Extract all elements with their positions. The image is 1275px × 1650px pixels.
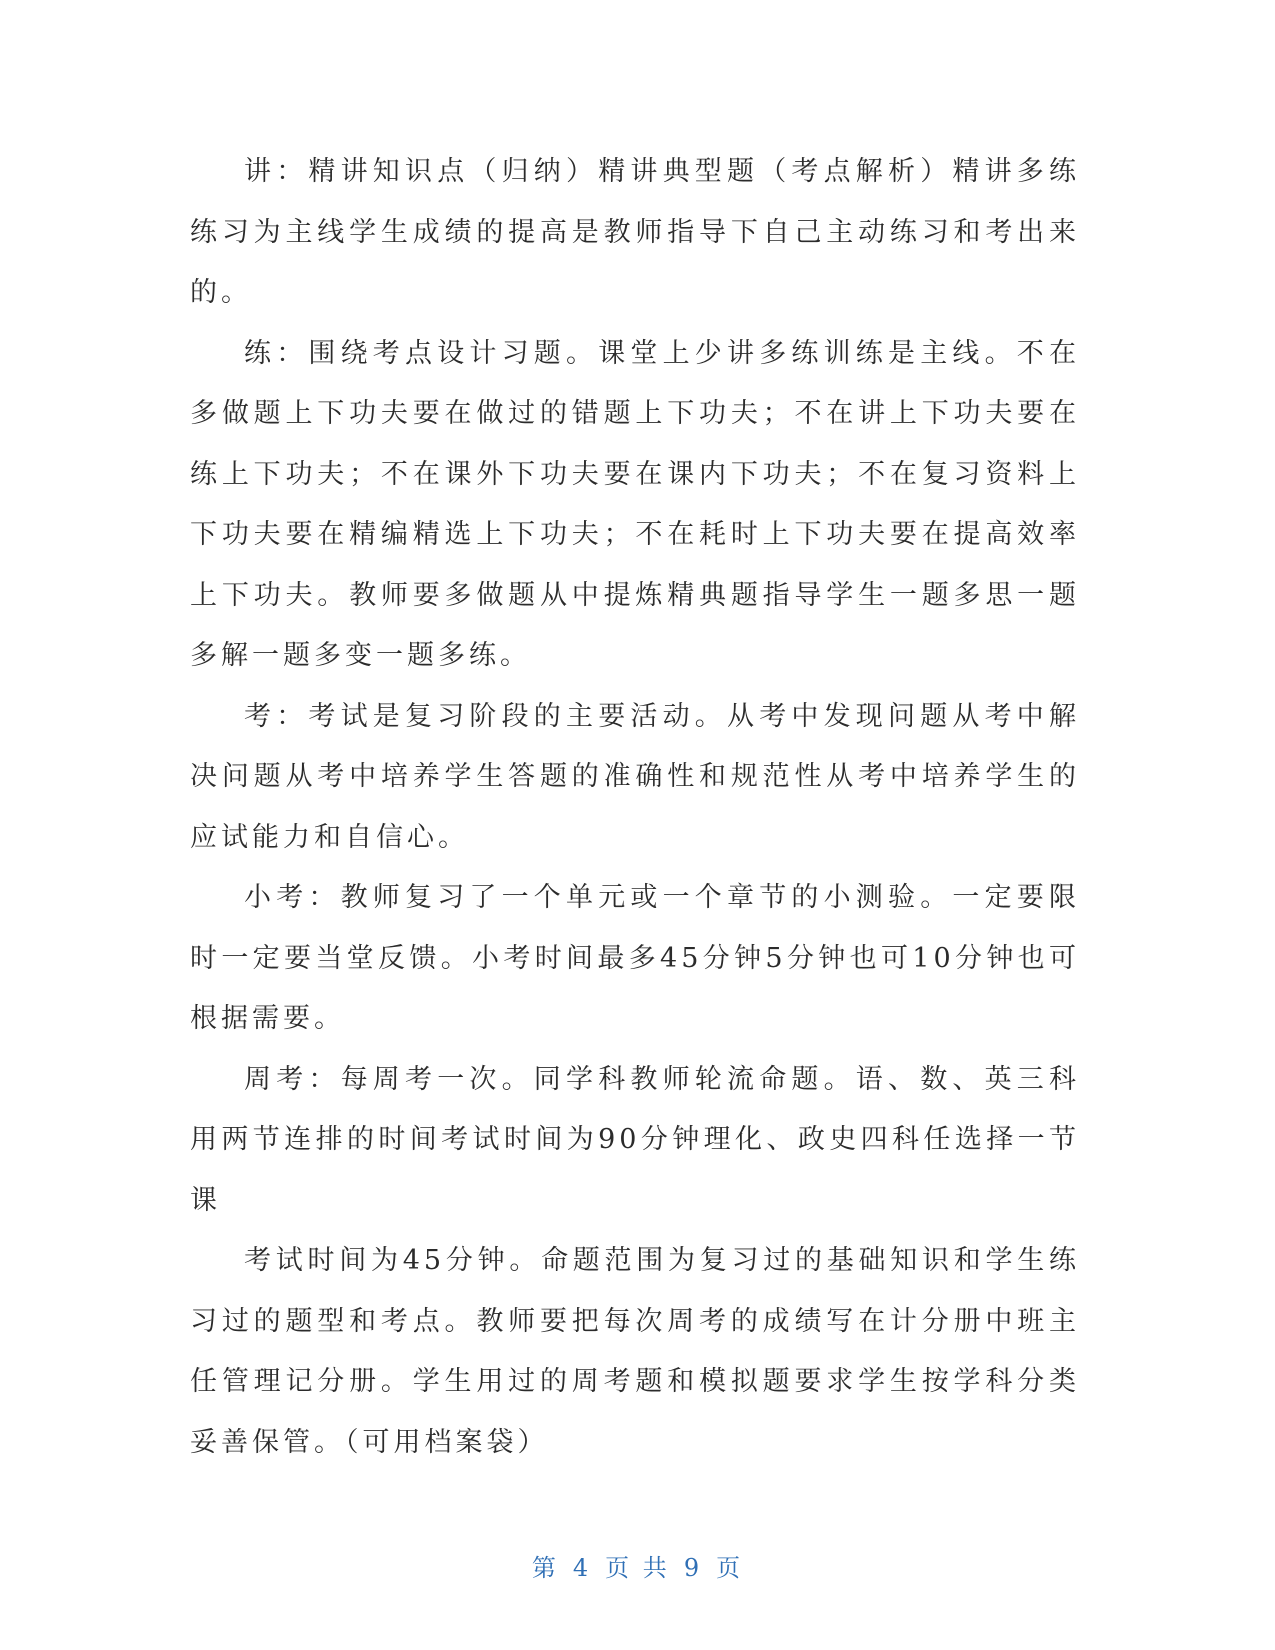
footer-middle: 页 共: [605, 1554, 670, 1582]
document-body: [190, 142, 1080, 1473]
page-footer: [0, 1548, 1275, 1583]
paragraph-lian: 练：围绕考点设计习题。课堂上少讲多练训练是主线。不在多做题上下功夫要在做过的错题上下功夫；不在讲上下功夫要在练上下功夫；不在课外下功夫要在课内下功夫；不在复习资料上下功夫要在精编精选上下功夫；不在耗时上下功夫要在提高效率上下功夫。教师要多做题从中提炼精典题指导学生一题多思一题多解一题多变一题多练。: [190, 337, 1080, 671]
paragraph-zhoukao: 周考：每周考一次。同学科教师轮流命题。语、数、英三科用两节连排的时间考试时间为90分钟理化、政史四科任选择一节课: [190, 1063, 1080, 1216]
footer-suffix: 页: [716, 1554, 744, 1582]
paragraph-xiaokao: 小考：教师复习了一个单元或一个章节的小测验。一定要限时一定要当堂反馈。小考时间最多45分钟5分钟也可10分钟也可根据需要。: [190, 882, 1080, 1034]
paragraph-jiang: 讲：精讲知识点（归纳）精讲典型题（考点解析）精讲多练练习为主线学生成绩的提高是教师指导下自己主动练习和考出来的。: [190, 156, 1080, 308]
paragraph-exam-time: 考试时间为45分钟。命题范围为复习过的基础知识和学生练习过的题型和考点。教师要把每次周考的成绩写在计分册中班主任管理记分册。学生用过的周考题和模拟题要求学生按学科分类妥善保管。（可用档案袋）: [190, 1245, 1080, 1458]
footer-prefix: 第: [531, 1554, 559, 1582]
footer-total-pages: 9: [683, 1554, 703, 1582]
footer-current-page: 4: [572, 1554, 592, 1582]
paragraph-kao: 考：考试是复习阶段的主要活动。从考中发现问题从考中解决问题从考中培养学生答题的准确性和规范性从考中培养学生的应试能力和自信心。: [190, 700, 1080, 853]
